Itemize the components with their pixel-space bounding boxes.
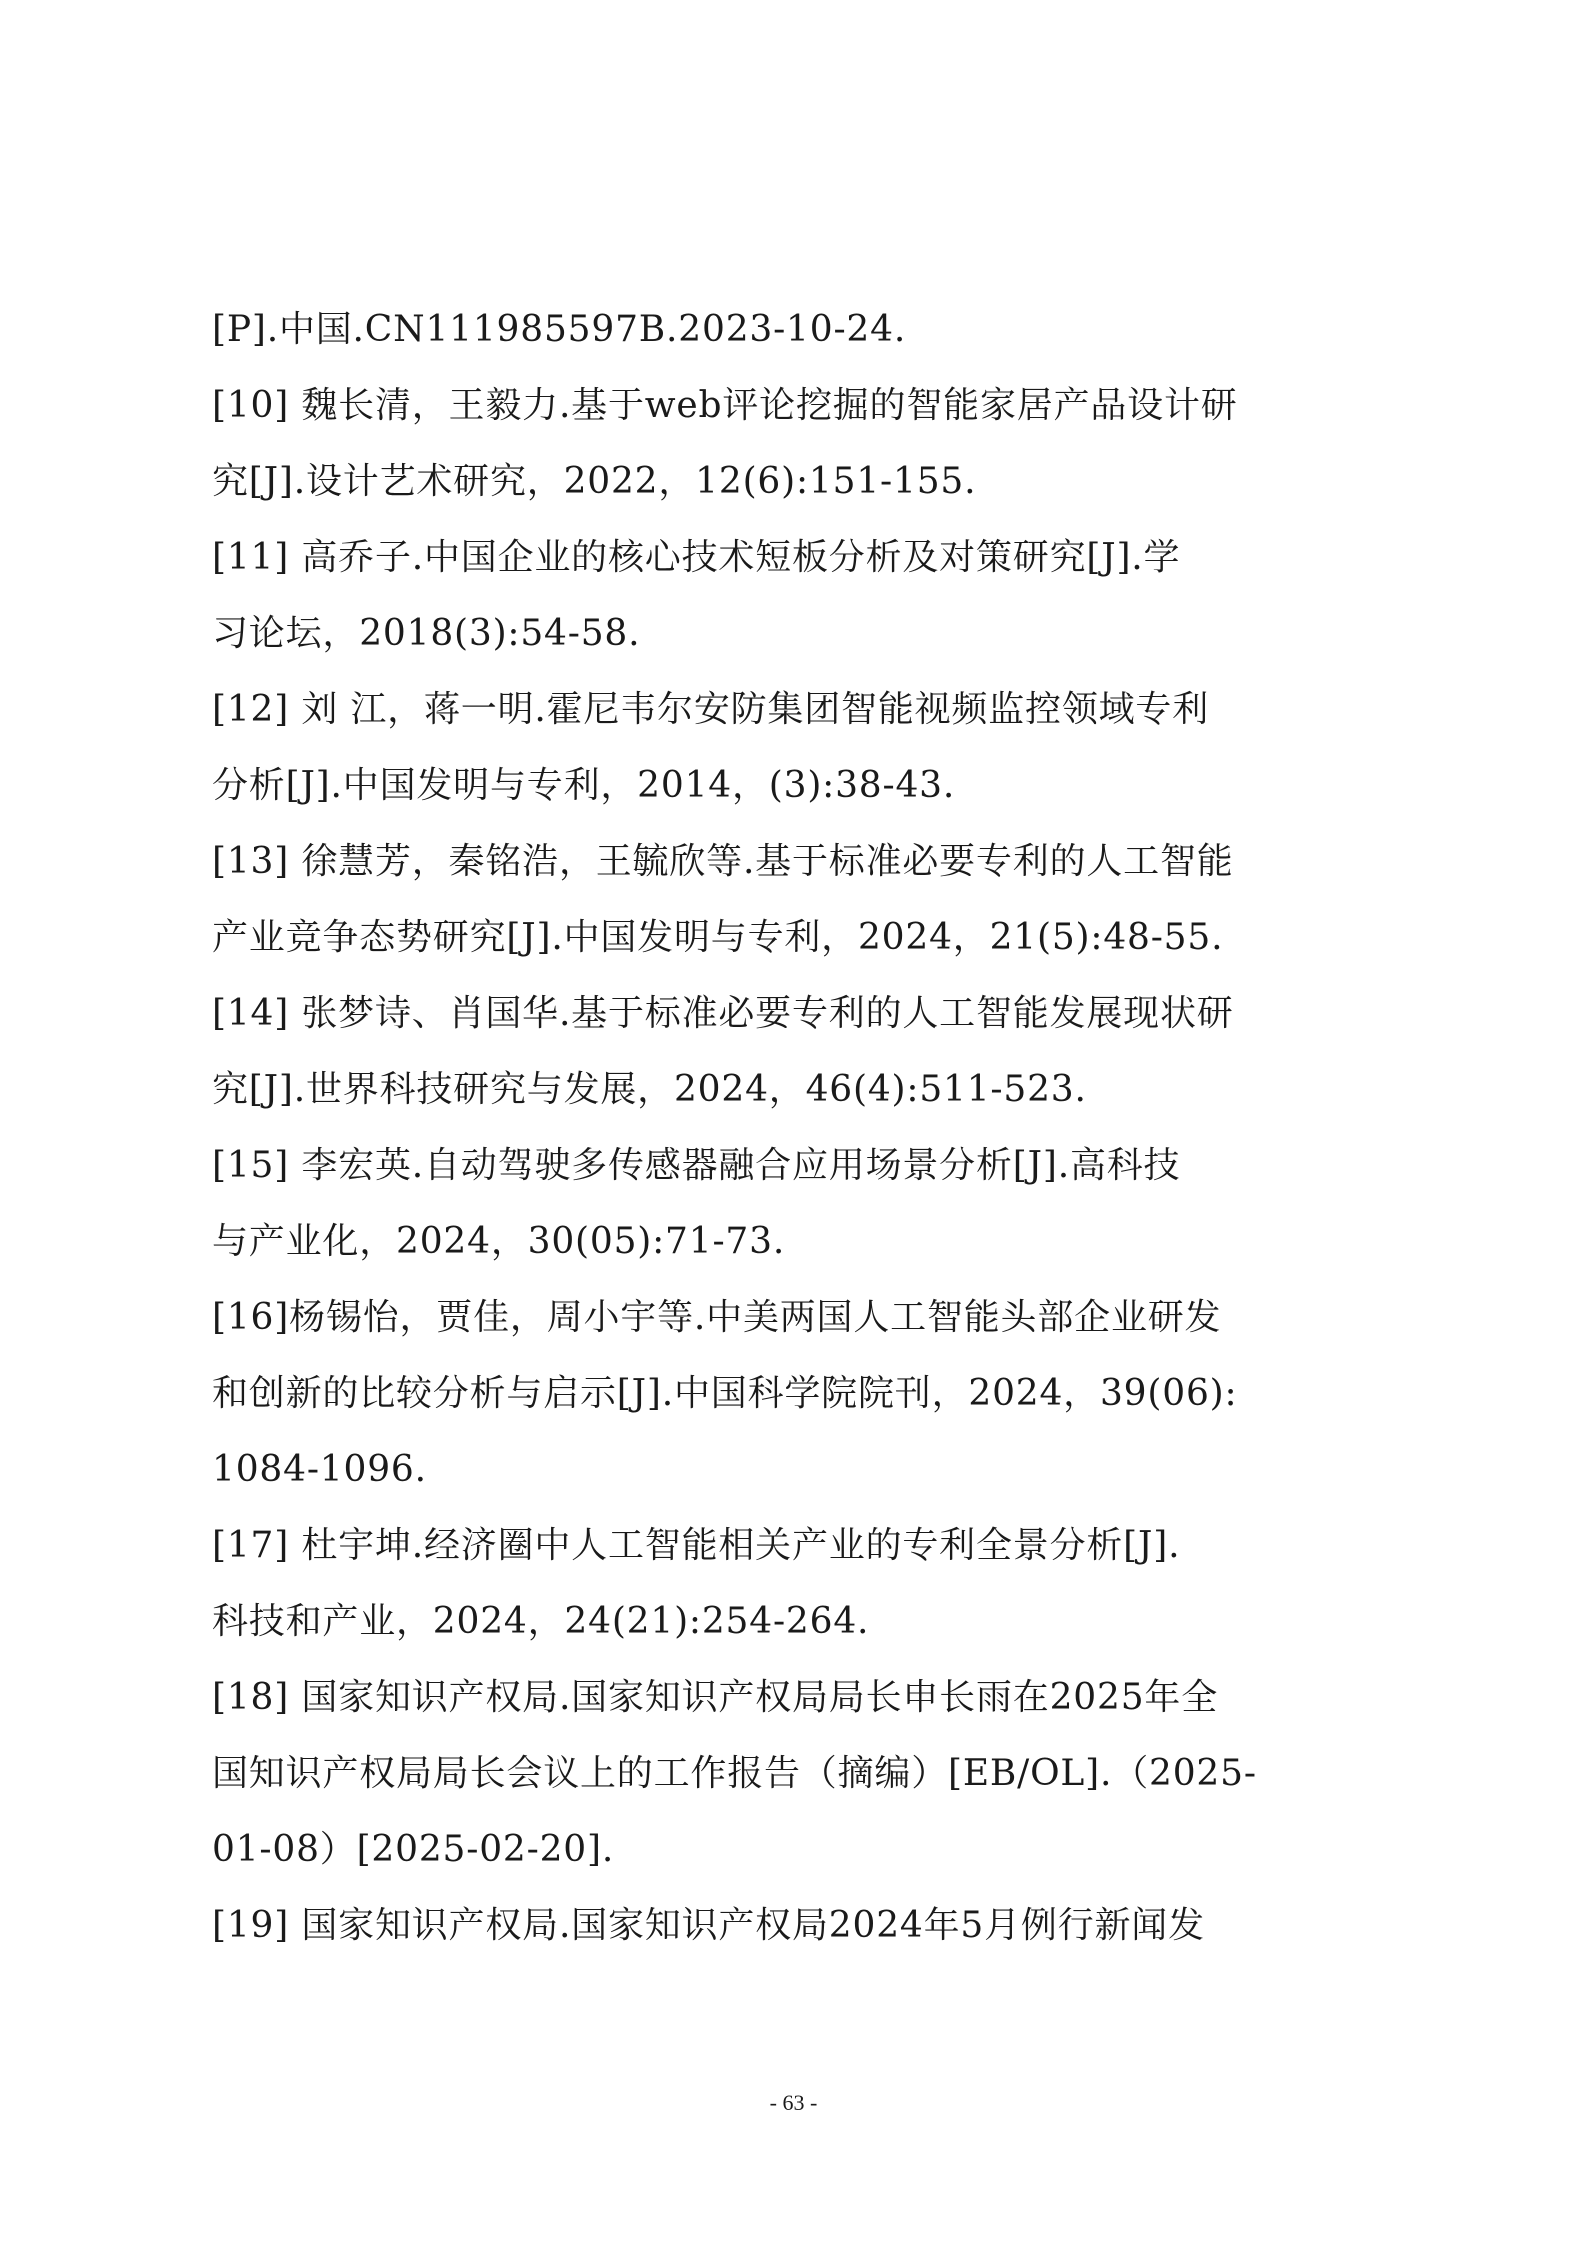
reference-line: 和创新的比较分析与启示[J].中国科学院院刊，2024，39(06):: [212, 1373, 1238, 1414]
reference-line: [13] 徐慧芳，秦铭浩，王毓欣等.基于标准必要专利的人工智能: [212, 841, 1234, 882]
reference-line: [10] 魏长清，王毅力.基于web评论挖掘的智能家居产品设计研: [212, 385, 1238, 426]
reference-line: [18] 国家知识产权局.国家知识产权局局长申长雨在2025年全: [212, 1677, 1219, 1718]
reference-line: [17] 杜宇坤.经济圈中人工智能相关产业的专利全景分析[J].: [212, 1525, 1181, 1566]
reference-line: [16]杨锡怡，贾佳，周小宇等.中美两国人工智能头部企业研发: [212, 1297, 1222, 1338]
reference-line: [14] 张梦诗、肖国华.基于标准必要专利的人工智能发展现状研: [212, 993, 1234, 1034]
reference-line: 产业竞争态势研究[J].中国发明与专利，2024，21(5):48-55.: [212, 917, 1224, 958]
reference-line: [15] 李宏英.自动驾驶多传感器融合应用场景分析[J].高科技: [212, 1145, 1181, 1186]
reference-line: 与产业化，2024，30(05):71-73.: [212, 1221, 786, 1262]
page-number: - 63 -: [769, 2090, 818, 2115]
reference-list: [212, 292, 1387, 1964]
reference-line: [19] 国家知识产权局.国家知识产权局2024年5月例行新闻发: [212, 1905, 1205, 1946]
reference-line: [P].中国.CN111985597B.2023-10-24.: [212, 309, 907, 350]
reference-line: 究[J].设计艺术研究，2022，12(6):151-155.: [212, 461, 977, 502]
reference-line: 习论坛，2018(3):54-58.: [212, 613, 641, 654]
reference-line: 国知识产权局局长会议上的工作报告（摘编）[EB/OL].（2025-: [212, 1753, 1257, 1794]
reference-line: 究[J].世界科技研究与发展，2024，46(4):511-523.: [212, 1069, 1087, 1110]
reference-line: 分析[J].中国发明与专利，2014，(3):38-43.: [212, 765, 956, 806]
reference-line: [12] 刘 江，蒋一明.霍尼韦尔安防集团智能视频监控领域专利: [212, 689, 1210, 730]
reference-line: 科技和产业，2024，24(21):254-264.: [212, 1601, 870, 1642]
reference-line: 01-08）[2025-02-20].: [212, 1829, 615, 1870]
reference-line: 1084-1096.: [212, 1449, 427, 1490]
reference-line: [11] 高乔子.中国企业的核心技术短板分析及对策研究[J].学: [212, 537, 1181, 578]
